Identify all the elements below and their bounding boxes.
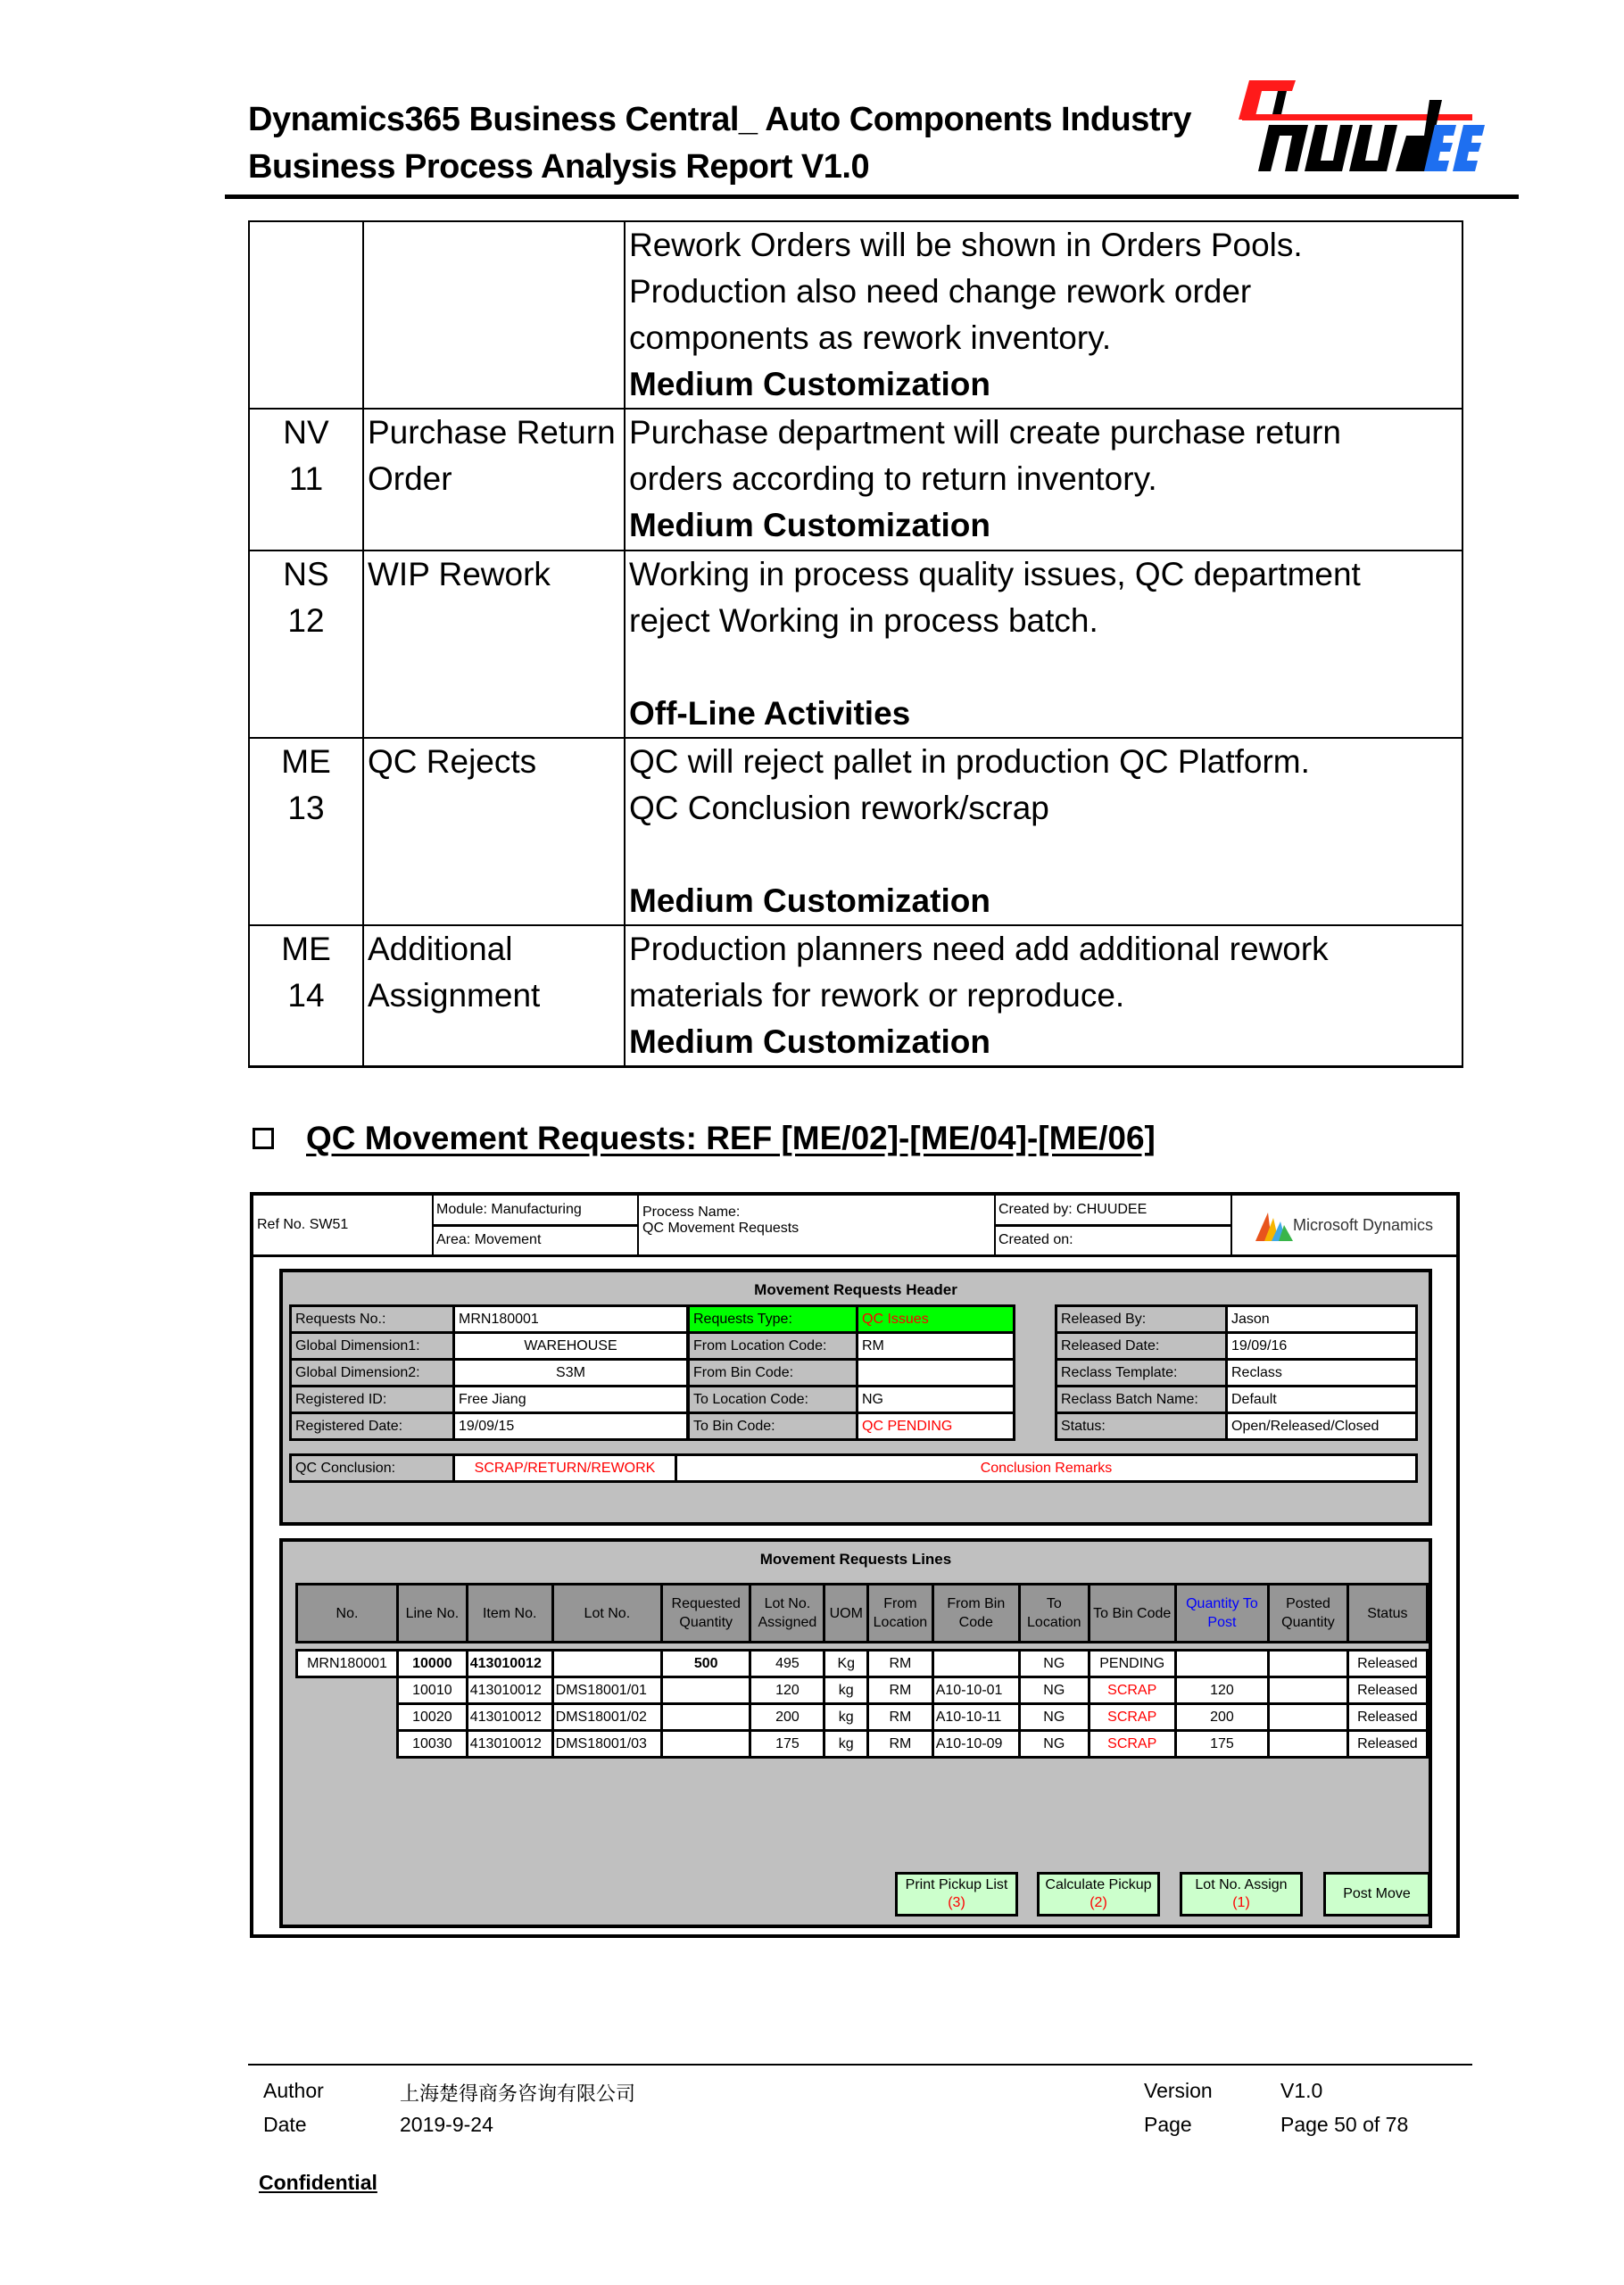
version-label: Version bbox=[1144, 2079, 1213, 2102]
lot-no-cell bbox=[552, 1651, 661, 1677]
lot-assigned-cell: 120 bbox=[750, 1677, 824, 1704]
req-name-cell: QC Rejects bbox=[363, 738, 625, 925]
author-value: 上海楚得商务咨询有限公司 bbox=[400, 2083, 636, 2106]
brand-cell bbox=[1232, 1196, 1456, 1254]
area-label: Area: Movement bbox=[436, 1232, 542, 1248]
column-header: Posted Quantity bbox=[1269, 1585, 1348, 1643]
created-on: Created on: bbox=[998, 1232, 1073, 1248]
brand-name: Microsoft Dynamics bbox=[1292, 1215, 1434, 1234]
from-location-code-field[interactable]: RM bbox=[858, 1333, 1015, 1360]
status-cell: Released bbox=[1347, 1731, 1427, 1758]
table-row bbox=[249, 738, 1462, 925]
chuudee-logo bbox=[1233, 73, 1501, 178]
uom-cell: Kg bbox=[824, 1651, 868, 1677]
released-by-field[interactable]: Jason bbox=[1227, 1306, 1417, 1333]
requests-type-field[interactable]: QC Issues bbox=[858, 1306, 1015, 1333]
from-bin-code-field[interactable] bbox=[858, 1360, 1015, 1387]
version-value: V1.0 bbox=[1280, 2079, 1323, 2102]
column-header: To Location bbox=[1019, 1585, 1089, 1643]
line-no-cell: 10020 bbox=[398, 1704, 468, 1731]
req-code-cell: NS 12 bbox=[249, 551, 363, 738]
requested-qty-cell bbox=[662, 1731, 750, 1758]
no-cell: MRN180001 bbox=[297, 1651, 398, 1677]
item-no-cell: 413010012 bbox=[467, 1704, 552, 1731]
document-title-line1: Dynamics365 Business Central_ Auto Components Industry bbox=[248, 101, 1191, 138]
req-name-cell: Purchase Return Order bbox=[363, 409, 625, 551]
qc-conclusion-row: QC Conclusion: SCRAP/RETURN/REWORK Conclusion Remarks bbox=[289, 1453, 1418, 1483]
movement-requests-header-panel bbox=[279, 1269, 1432, 1526]
global-dimension1-field[interactable]: WAREHOUSE bbox=[454, 1333, 688, 1360]
header-fields-right: Released By: Jason Released Date: 19/09/16 Reclass Template: Reclass Reclass Batch Name: Default Status: Open/Released/Closed bbox=[1055, 1304, 1418, 1441]
to-bin-code-field[interactable]: QC PENDING bbox=[858, 1413, 1015, 1440]
date-value: 2019-9-24 bbox=[400, 2113, 493, 2136]
req-name-cell: WIP Rework bbox=[363, 551, 625, 738]
lot-no-cell: DMS18001/02 bbox=[552, 1704, 661, 1731]
posted-qty-cell bbox=[1269, 1677, 1348, 1704]
req-description-cell: QC will reject pallet in production QC Platform. QC Conclusion rework/scrap Medium Customization bbox=[625, 738, 1462, 925]
chuudee-logo-icon bbox=[1233, 73, 1501, 178]
customization-level: Off-Line Activities bbox=[629, 695, 911, 732]
requests-no-field[interactable]: MRN180001 bbox=[454, 1306, 688, 1333]
customization-level: Medium Customization bbox=[629, 507, 990, 543]
lines-header-row bbox=[297, 1585, 1428, 1643]
registered-id-field[interactable]: Free Jiang bbox=[454, 1387, 688, 1413]
qty-to-post-cell: 175 bbox=[1175, 1731, 1269, 1758]
to-location-cell: NG bbox=[1019, 1651, 1089, 1677]
customization-level: Medium Customization bbox=[629, 1023, 990, 1060]
to-bin-cell: PENDING bbox=[1089, 1651, 1175, 1677]
ref-no: Ref No. SW51 bbox=[253, 1196, 434, 1254]
registered-date-field[interactable]: 19/09/15 bbox=[454, 1413, 688, 1440]
created-cell bbox=[996, 1196, 1232, 1254]
reclass-batch-name-field[interactable]: Default bbox=[1227, 1387, 1417, 1413]
to-bin-cell: SCRAP bbox=[1089, 1731, 1175, 1758]
date-label: Date bbox=[263, 2113, 307, 2136]
status-cell: Released bbox=[1347, 1704, 1427, 1731]
from-location-cell: RM bbox=[868, 1677, 933, 1704]
req-description-cell: Working in process quality issues, QC department reject Working in process batch. Off-Line Activities bbox=[625, 551, 1462, 738]
to-bin-cell: SCRAP bbox=[1089, 1677, 1175, 1704]
posted-qty-cell bbox=[1269, 1731, 1348, 1758]
column-header: No. bbox=[297, 1585, 398, 1643]
process-name-cell bbox=[639, 1196, 996, 1254]
column-header: Lot No. Assigned bbox=[750, 1585, 824, 1643]
column-header: Item No. bbox=[467, 1585, 552, 1643]
to-location-code-field[interactable]: NG bbox=[858, 1387, 1015, 1413]
dynamics-logo-icon bbox=[1255, 1209, 1293, 1241]
req-code-cell: ME 14 bbox=[249, 925, 363, 1067]
item-no-cell: 413010012 bbox=[467, 1677, 552, 1704]
process-name: QC Movement Requests bbox=[642, 1221, 800, 1236]
column-header: From Location bbox=[868, 1585, 933, 1643]
req-description-cell: Purchase department will create purchase return orders according to return inventory. Medium Customization bbox=[625, 409, 1462, 551]
req-code-cell bbox=[249, 221, 363, 409]
lot-assigned-cell: 175 bbox=[750, 1731, 824, 1758]
no-cell bbox=[297, 1677, 398, 1704]
header-divider bbox=[225, 195, 1519, 199]
to-bin-cell: SCRAP bbox=[1089, 1704, 1175, 1731]
from-location-cell: RM bbox=[868, 1731, 933, 1758]
customization-level: Medium Customization bbox=[629, 366, 990, 402]
global-dimension2-field[interactable]: S3M bbox=[454, 1360, 688, 1387]
posted-qty-cell bbox=[1269, 1651, 1348, 1677]
no-cell bbox=[297, 1704, 398, 1731]
from-bin-cell: A10-10-01 bbox=[932, 1677, 1019, 1704]
from-bin-cell: A10-10-09 bbox=[932, 1731, 1019, 1758]
header-fields-middle: Requests Type: QC Issues From Location Code: RM From Bin Code: To Location Code: NG To Bin Code: QC PENDING bbox=[687, 1304, 1015, 1441]
row-spacer bbox=[297, 1643, 1428, 1651]
to-location-cell: NG bbox=[1019, 1731, 1089, 1758]
column-header: Status bbox=[1347, 1585, 1427, 1643]
table-row[interactable] bbox=[297, 1651, 1428, 1677]
lines-table bbox=[295, 1583, 1429, 1759]
req-code-cell: ME 13 bbox=[249, 738, 363, 925]
column-header: To Bin Code bbox=[1089, 1585, 1175, 1643]
requested-qty-cell: 500 bbox=[662, 1651, 750, 1677]
released-date-field[interactable]: 19/09/16 bbox=[1227, 1333, 1417, 1360]
column-header: From Bin Code bbox=[932, 1585, 1019, 1643]
posted-qty-cell bbox=[1269, 1704, 1348, 1731]
lot-assigned-cell: 200 bbox=[750, 1704, 824, 1731]
qty-to-post-cell: 200 bbox=[1175, 1704, 1269, 1731]
table-row[interactable] bbox=[297, 1677, 1428, 1704]
req-code-cell: NV 11 bbox=[249, 409, 363, 551]
module-label: Module: Manufacturing bbox=[434, 1196, 637, 1227]
status-field[interactable]: Open/Released/Closed bbox=[1227, 1413, 1417, 1440]
uom-cell: kg bbox=[824, 1677, 868, 1704]
confidential-label: Confidential bbox=[259, 2171, 377, 2194]
page-label: Page bbox=[1144, 2113, 1192, 2136]
qty-to-post-cell: 120 bbox=[1175, 1677, 1269, 1704]
calculate-pickup-button[interactable]: Calculate Pickup (2) bbox=[1037, 1872, 1160, 1917]
author-label: Author bbox=[263, 2079, 324, 2102]
form-info-strip bbox=[253, 1196, 1456, 1257]
requirements-table bbox=[248, 220, 1463, 1068]
from-location-cell: RM bbox=[868, 1704, 933, 1731]
footer-divider bbox=[248, 2064, 1472, 2066]
status-cell: Released bbox=[1347, 1651, 1427, 1677]
line-no-cell: 10000 bbox=[398, 1651, 468, 1677]
table-row bbox=[249, 409, 1462, 551]
microsoft-dynamics-logo bbox=[1232, 1196, 1456, 1254]
req-name-cell: Additional Assignment bbox=[363, 925, 625, 1067]
document-title-line2: Business Process Analysis Report V1.0 bbox=[248, 148, 870, 186]
requested-qty-cell bbox=[662, 1677, 750, 1704]
table-row bbox=[249, 221, 1462, 409]
column-header: Requested Quantity bbox=[662, 1585, 750, 1643]
panel-title: Movement Requests Lines bbox=[759, 1551, 952, 1568]
line-no-cell: 10030 bbox=[398, 1731, 468, 1758]
column-header: Quantity To Post bbox=[1175, 1585, 1269, 1643]
section-heading bbox=[253, 1120, 1156, 1157]
line-no-cell: 10010 bbox=[398, 1677, 468, 1704]
page-number: Page 50 of 78 bbox=[1280, 2113, 1409, 2136]
process-name-label: Process Name: bbox=[642, 1205, 741, 1220]
module-area-cell bbox=[434, 1196, 639, 1254]
lot-no-assign-button[interactable]: Lot No. Assign (1) bbox=[1180, 1872, 1303, 1917]
post-move-button[interactable]: Post Move bbox=[1323, 1872, 1430, 1917]
item-no-cell: 413010012 bbox=[467, 1651, 552, 1677]
lot-assigned-cell: 495 bbox=[750, 1651, 824, 1677]
column-header: UOM bbox=[824, 1585, 868, 1643]
from-bin-cell: A10-10-11 bbox=[932, 1704, 1019, 1731]
conclusion-remarks-field[interactable]: Conclusion Remarks bbox=[676, 1455, 1417, 1482]
customization-level: Medium Customization bbox=[629, 882, 990, 919]
table-row bbox=[249, 551, 1462, 738]
column-header: Line No. bbox=[398, 1585, 468, 1643]
to-location-cell: NG bbox=[1019, 1704, 1089, 1731]
qty-to-post-cell bbox=[1175, 1651, 1269, 1677]
qc-conclusion-field[interactable]: SCRAP/RETURN/REWORK bbox=[454, 1455, 676, 1482]
uom-cell: kg bbox=[824, 1731, 868, 1758]
item-no-cell: 413010012 bbox=[467, 1731, 552, 1758]
table-row[interactable] bbox=[297, 1731, 1428, 1758]
to-location-cell: NG bbox=[1019, 1677, 1089, 1704]
panel-title: Movement Requests Header bbox=[754, 1281, 957, 1298]
table-row bbox=[249, 925, 1462, 1067]
from-location-cell: RM bbox=[868, 1651, 933, 1677]
requested-qty-cell bbox=[662, 1704, 750, 1731]
column-header: Lot No. bbox=[552, 1585, 661, 1643]
qc-movement-form bbox=[250, 1192, 1460, 1938]
lot-no-cell: DMS18001/01 bbox=[552, 1677, 661, 1704]
table-row[interactable] bbox=[297, 1704, 1428, 1731]
created-by: Created by: CHUUDEE bbox=[996, 1196, 1230, 1227]
no-cell bbox=[297, 1731, 398, 1758]
status-cell: Released bbox=[1347, 1677, 1427, 1704]
req-name-cell bbox=[363, 221, 625, 409]
req-description-cell: Rework Orders will be shown in Orders Pools. Production also need change rework order components as rework inventory. Medium Customization bbox=[625, 221, 1462, 409]
print-pickup-list-button[interactable]: Print Pickup List (3) bbox=[895, 1872, 1018, 1917]
section-title: QC Movement Requests: REF [ME/02]-[ME/04]-[ME/06] bbox=[306, 1120, 1156, 1156]
header-fields-left: Requests No.: MRN180001 Global Dimension1: WAREHOUSE Global Dimension2: S3M Registered ID: Free Jiang Registered Date: 19/09/15 bbox=[289, 1304, 689, 1441]
req-description-cell: Production planners need add additional rework materials for rework or reproduce. Medium Customization bbox=[625, 925, 1462, 1067]
checkbox-bullet-icon bbox=[253, 1128, 274, 1149]
movement-requests-lines-panel bbox=[279, 1538, 1432, 1928]
from-bin-cell bbox=[932, 1651, 1019, 1677]
uom-cell: kg bbox=[824, 1704, 868, 1731]
document-title bbox=[248, 96, 1191, 191]
reclass-template-field[interactable]: Reclass bbox=[1227, 1360, 1417, 1387]
lot-no-cell: DMS18001/03 bbox=[552, 1731, 661, 1758]
